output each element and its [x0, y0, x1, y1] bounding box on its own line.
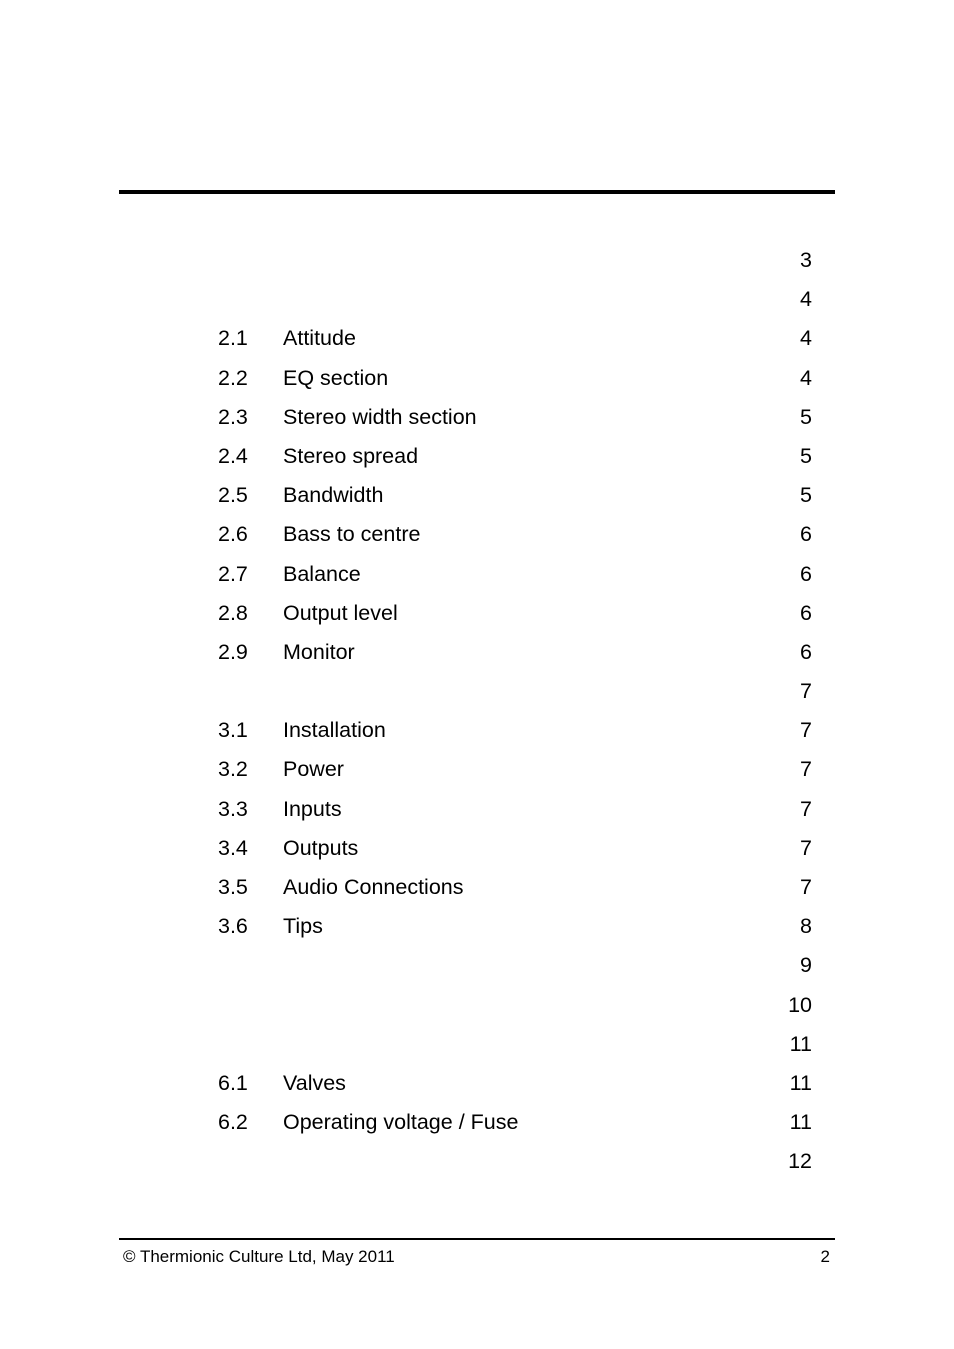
- toc-entry-page: 6: [800, 522, 812, 547]
- toc-entry[interactable]: [0, 907, 954, 946]
- toc-entry[interactable]: [0, 594, 954, 633]
- toc-entry-title: Installation: [283, 718, 386, 743]
- toc-entry-number: 3.1: [218, 718, 248, 743]
- toc-entry-title: Valves: [283, 1070, 346, 1095]
- page-number: 2: [820, 1247, 830, 1266]
- toc-entry-title: Power: [283, 757, 344, 782]
- toc-entry-page: 4: [800, 365, 812, 390]
- toc-entry-page: 10: [788, 992, 812, 1017]
- toc-entry-number: 6.1: [218, 1070, 248, 1095]
- toc-entry[interactable]: [0, 1025, 954, 1064]
- toc-entry-page: 4: [800, 287, 812, 312]
- toc-entry-number: 2.9: [218, 639, 248, 664]
- toc-entry-number: 3.5: [218, 875, 248, 899]
- toc-entry-page: 4: [800, 326, 812, 351]
- copyright-notice: © Thermionic Culture Ltd, May 2011: [123, 1247, 395, 1266]
- toc-entry[interactable]: [0, 750, 954, 789]
- toc-entry-title: Output level: [283, 600, 398, 625]
- toc-entry[interactable]: [0, 476, 954, 515]
- toc-entry-page: 7: [800, 718, 812, 743]
- toc-entry-title: Audio Connections: [283, 875, 464, 899]
- toc-entry[interactable]: [0, 946, 954, 985]
- toc-entry-title: Stereo width section: [283, 404, 477, 429]
- toc-entry-page: 5: [800, 404, 812, 429]
- toc-entry[interactable]: [0, 1103, 954, 1142]
- toc-entry-number: 2.6: [218, 522, 248, 547]
- toc-entry-page: 12: [788, 1149, 812, 1174]
- toc-entry-page: 7: [800, 796, 812, 821]
- toc-entry[interactable]: [0, 829, 954, 868]
- footer-rule: [119, 1238, 835, 1240]
- toc-entry-number: 6.2: [218, 1110, 248, 1135]
- toc-entry-number: 2.5: [218, 483, 248, 508]
- toc-entry-number: 3.2: [218, 757, 248, 782]
- toc-entry-title: Balance: [283, 561, 361, 586]
- toc-entry-number: 3.3: [218, 796, 248, 821]
- toc-entry-number: 3.4: [218, 835, 248, 860]
- toc-entry-page: 11: [789, 1031, 812, 1056]
- toc-entry-page: 3: [800, 248, 812, 272]
- toc-entry[interactable]: [0, 1142, 954, 1181]
- toc-entry-page: 5: [800, 483, 812, 508]
- toc-entry[interactable]: [0, 555, 954, 594]
- toc-entry-title: Bandwidth: [283, 483, 384, 508]
- toc-entry-number: 3.6: [218, 914, 248, 939]
- toc-entry-page: 11: [789, 1070, 812, 1095]
- toc-entry-page: 5: [800, 443, 812, 468]
- toc-entry-page: 7: [800, 757, 812, 782]
- toc-entry-page: 7: [800, 875, 812, 899]
- toc-entry-title: Attitude: [283, 326, 356, 351]
- table-of-contents: [0, 241, 954, 1182]
- toc-entry[interactable]: [0, 280, 954, 319]
- toc-entry-number: 2.3: [218, 404, 248, 429]
- toc-entry[interactable]: [0, 986, 954, 1025]
- toc-entry-page: 6: [800, 561, 812, 586]
- toc-entry-title: Monitor: [283, 639, 355, 664]
- toc-entry[interactable]: [0, 437, 954, 476]
- toc-entry-title: Tips: [283, 914, 323, 939]
- toc-entry[interactable]: [0, 633, 954, 672]
- toc-entry[interactable]: [0, 868, 954, 907]
- toc-entry[interactable]: [0, 1064, 954, 1103]
- toc-entry-title: Operating voltage / Fuse: [283, 1110, 519, 1135]
- toc-entry-number: 2.2: [218, 365, 248, 390]
- toc-entry-page: 6: [800, 600, 812, 625]
- toc-entry-number: 2.7: [218, 561, 248, 586]
- toc-entry[interactable]: [0, 359, 954, 398]
- toc-entry-title: Stereo spread: [283, 443, 419, 468]
- toc-entry-title: EQ section: [283, 365, 389, 390]
- toc-entry[interactable]: [0, 711, 954, 750]
- toc-entry[interactable]: [0, 790, 954, 829]
- toc-entry-number: 2.1: [218, 326, 248, 351]
- toc-entry[interactable]: [0, 398, 954, 437]
- toc-entry[interactable]: [0, 672, 954, 711]
- toc-entry[interactable]: [0, 241, 954, 280]
- toc-entry-page: 11: [789, 1110, 812, 1135]
- toc-entry-number: 2.4: [218, 443, 248, 468]
- toc-entry[interactable]: [0, 515, 954, 554]
- toc-entry-title: Inputs: [283, 796, 342, 821]
- toc-entry-page: 8: [800, 914, 812, 939]
- toc-entry-page: 6: [800, 639, 812, 664]
- toc-entry-title: Bass to centre: [283, 522, 421, 547]
- toc-entry-page: 7: [800, 679, 812, 704]
- toc-entry-page: 9: [800, 953, 812, 978]
- toc-entry[interactable]: [0, 319, 954, 358]
- top-rule: [119, 190, 835, 194]
- toc-entry-page: 7: [800, 835, 812, 860]
- toc-entry-title: Outputs: [283, 835, 359, 860]
- page-footer: [119, 1245, 830, 1269]
- toc-entry-number: 2.8: [218, 600, 248, 625]
